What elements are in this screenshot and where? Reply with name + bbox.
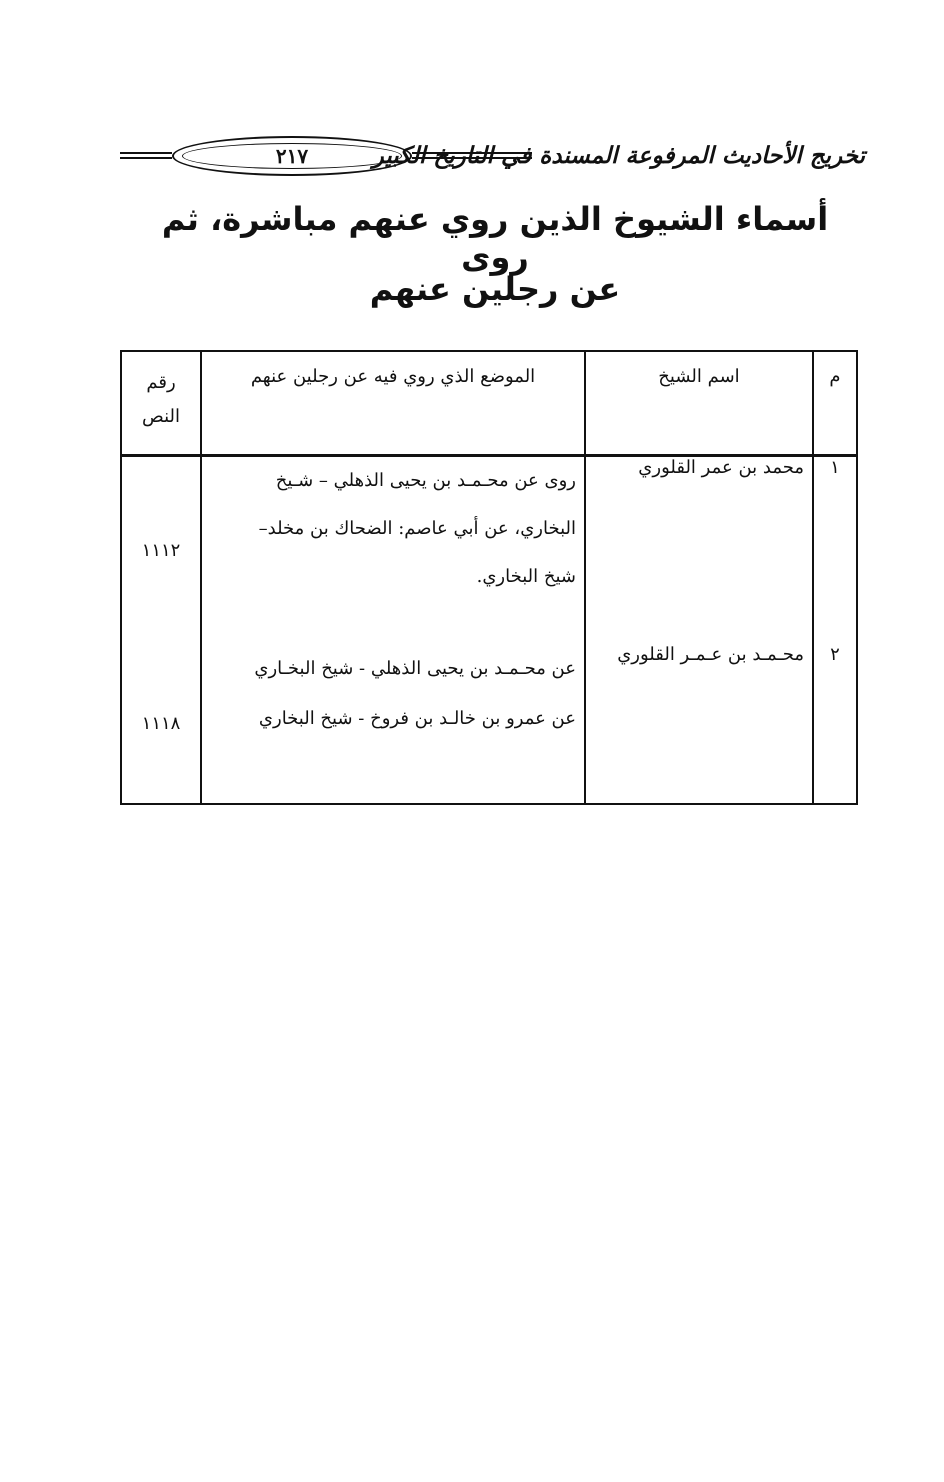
header-text-number-line-1: رقم: [146, 372, 176, 393]
place-line: شيخ البخاري.: [476, 566, 576, 587]
book-title: تخريج الأحاديث المرفوعة المسندة في التاريخ الكبير: [372, 142, 865, 169]
place-cell: [201, 644, 585, 804]
sheikh-name: محمد بن عمر القلوري: [585, 456, 813, 644]
header-place: الموضع الذي روي فيه عن رجلين عنهم: [201, 351, 585, 456]
sheikhs-table: [120, 350, 858, 805]
row-index: ٢: [813, 644, 857, 804]
page-number: ٢١٧: [275, 144, 309, 168]
table-row: [121, 456, 857, 644]
place-line: روى عن محـمـد بن يحيى الذهلي – شـيخ: [275, 470, 576, 491]
header-text-number-line-2: النص: [142, 406, 180, 427]
table-row: [121, 644, 857, 804]
text-number: ١١١٢: [121, 456, 201, 644]
header-text-number: [121, 351, 201, 456]
section-title-line-1: أسماء الشيوخ الذين روي عنهم مباشرة، ثم روى: [161, 200, 829, 276]
section-title-line-2: عن رجلين عنهم: [369, 270, 621, 308]
table-header-row: [121, 351, 857, 456]
header-rule-left: [120, 152, 172, 159]
place-cell: [201, 456, 585, 644]
place-line: البخاري، عن أبي عاصم: الضحاك بن مخلد–: [258, 518, 576, 539]
place-line: عن محـمـد بن يحيى الذهلي - شيخ البخـاري: [254, 657, 576, 679]
header-index: م: [813, 351, 857, 456]
header-sheikh-name: اسم الشيخ: [585, 351, 813, 456]
row-index: ١: [813, 456, 857, 644]
text-number: ١١١٨: [121, 644, 201, 804]
sheikh-name: محـمـد بن عـمـر القلوري: [585, 644, 813, 804]
running-header: [120, 130, 865, 186]
place-line: عن عمرو بن خالـد بن فروخ - شيخ البخاري: [258, 707, 576, 729]
